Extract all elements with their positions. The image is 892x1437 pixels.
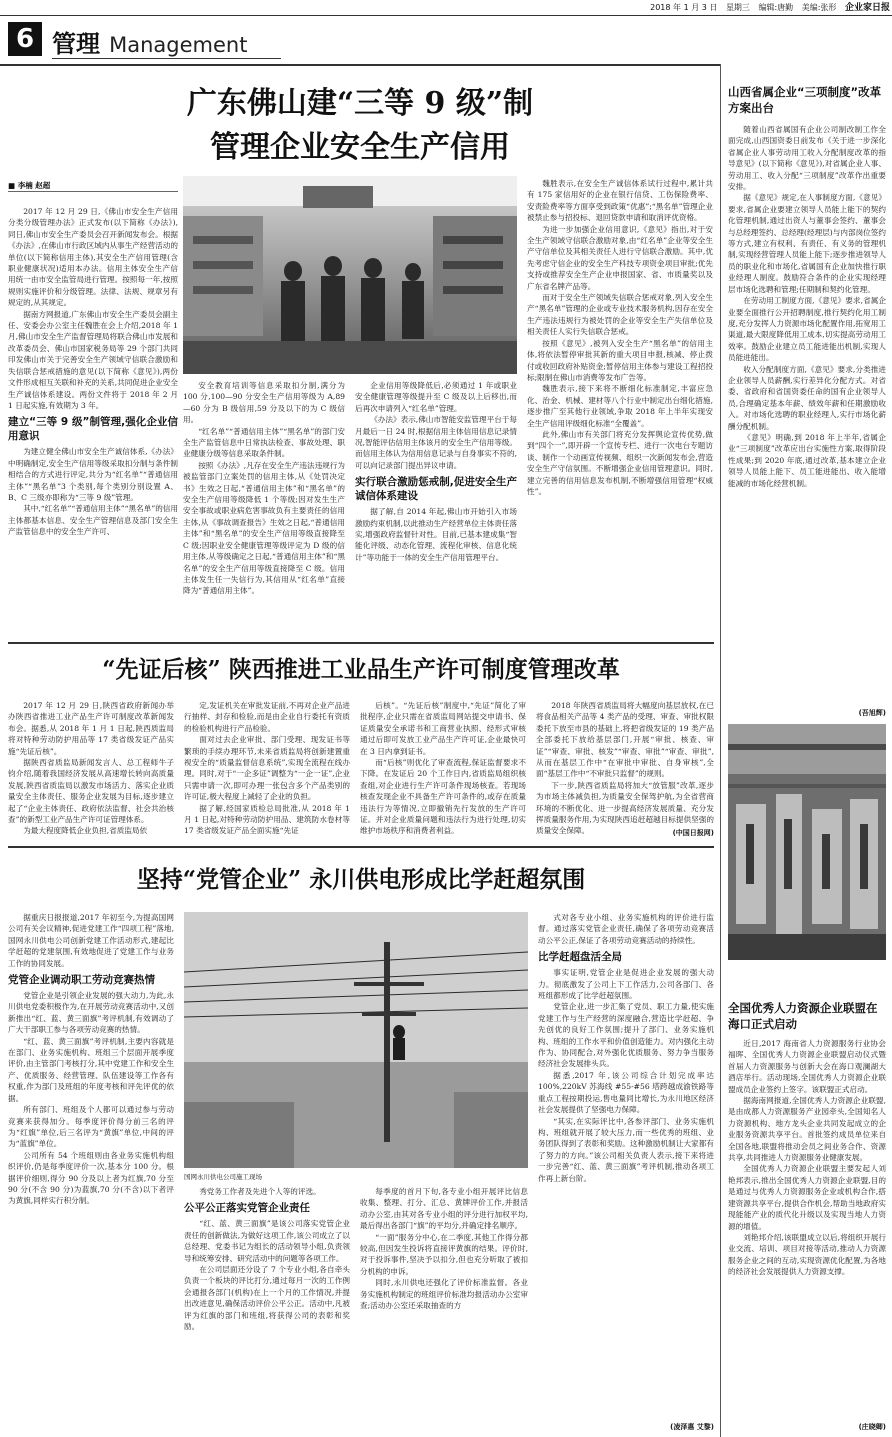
article2-paragraph: 为最大程度降低企业负担,省质监局依	[23, 826, 148, 836]
article1-paragraph: 而对于安全生产领域失信联合惩戒对象,列入安全生产“黑名单”管理的企业或专业技术服务机构,因存在安全生产违法违规行为被处罚的企业等安全生产失信单位及相关责任人实行失信联合惩戒。	[527, 293, 713, 337]
article3-paragraph: 党管企业是引领企业发展的强大动力,为此,永川供电党委积极作为,在开展劳动竞赛活动中,又创新推出“红、蓝、黄三面旗”考评机制,有效调动了广大干部职工参与各项劳动竞赛的热情。	[8, 991, 174, 1035]
article1-paragraph: 为建立健全佛山市安全生产诚信体系,《办法》中明确制定,安全生产信用等级采取扣分制与条件制相结合的方式进行评定,共分为“红名单”“普通信用主体”“黑名单”3 个类别,每个类别分别设置 A、B、C 三级亦即称为“三等 9 级”管理。	[8, 447, 178, 502]
designer-credit: 美编:张形	[801, 3, 837, 12]
article2-paragraph: 面对过去企业审批、部门受理、现发证书等繁琐的手续办理环节,未来省质监局将创新建置重视安全的“质量监督信息系统”,实现全流程在线办理。同时,对于“一企多证”调整为“一企一证”,企业只需申请一次,即可办理一张包含多个产品类别的许可证,极大程度上减轻了企业的负担。	[184, 735, 350, 802]
article1-column-1	[8, 206, 178, 636]
power-line-photo	[184, 912, 528, 1168]
article1-paragraph: 按照《办法》,凡存在安全生产违法违规行为被监管部门立案处罚的信用主体,从《处罚决定书》生效之日起,“普通信用主体”和“黑名单”的安全生产信用等级降低 1 个等级;因对发生生产安全事故或职业病危害事故负有主要责任的信用主体,从《事故调查报告》生效之日起,“普通信用主体”和“黑名单”的安全生产信用等级直接降至 C 级;因职业安全健康管理等级评定为 D 级的信用主体,从等级确定之日起,“普通信用主体”和“黑名单”的安全生产信用等级直接降至 C 级。信用主体发生任一失信行为,其信用从“红名单”直接降为“普通信用主体”。	[183, 460, 345, 596]
article2-paragraph: 2018 年陕西省质监局将大幅度向基层放权,在已将食品相关产品等 4 类产品的受理、审查、审批权限委托下放至市县的基础上,将把省级发证的 19 类产品全部委托下放给基层部门,开展“审批、核查、审证”“审查、审批、核发”“审查、审批”“审查、审批”,从而在基层工作中“在审批中审批、自身审核”,全面“基层工作中“不审批只监督”的规则。	[536, 701, 714, 779]
sidebar1-paragraph: 收入分配制度方面,《意见》要求,分类推进企业领导人员薪酬,实行差异化分配方式。对省委、省政府和省国资委任命的国有企业领导人员,合理确定基本年薪、绩效年薪和任期激励收入。对市场化选聘的职业经理人,实行市场化薪酬分配机制。	[728, 364, 886, 431]
article3-paragraph: 事实证明,党管企业是促进企业发展的强大动力。彻底激发了公司上下工作活力,公司各部门、各班组都形成了比学赶超氛围。	[538, 968, 714, 1001]
article2-credit: (中国日报网)	[672, 829, 714, 837]
sidebar2-headline: 全国优秀人力资源企业联盟在海口正式启动	[728, 1001, 878, 1031]
header-bottom-rule	[0, 64, 720, 66]
page-number: 6	[15, 24, 35, 54]
paper-name: 企业家日报	[844, 3, 890, 13]
article3-subhead-1: 党管企业调动职工劳动竞赛热情	[8, 974, 155, 987]
article1-paragraph: 其中,“红名单”“普通信用主体”“黑名单”的信用主体都基本信息、安全生产管理信息及部门安全生产监管信息中的安全生产许可、	[8, 504, 178, 537]
article3-paragraph: 每季度的首月下旬,各专业小组开展评比信息收集、整理、打分、汇总、黄牌评价工作,并报活动办公室,由其对各专业小组的评分进行加权平均,最后得出各部门“旗”的平均分,并确定排名顺序。	[360, 1187, 528, 1231]
article1-paragraph: 企业信用等级降低后,必须通过 1 年或职业安全健康管理等级提升至 C 级及以上后移出,而后再次申请列入“红名单”管理。	[355, 381, 517, 413]
sidebar1-paragraph: 在劳动用工制度方面,《意见》要求,省属企业要全面推行公开招聘制度,推行契约化用工制度,充分发挥人力资源市场化配置作用,拓宽用工渠道,最大限度降低用工成本,切实提高劳动用工效率。鼓励企业建立员工能进能出机制,实现人员能进能出。	[728, 296, 886, 363]
article3-subhead-3: 比学赶超盘活全局	[538, 951, 622, 964]
sidebar-divider	[720, 64, 721, 1437]
article1-paragraph: 此外,佛山市有关部门将充分发挥舆论宣传优势,做到“四个一”,即开辟一个宣传专栏、进行一次电台专题访谈、制作一个动画宣传视频、组织一次新闻发布会,营造安全生产守信氛围。不断增强企业信用管理意识。同时,建立完善的信用信息发布机制,不断增强信用管理“权威性”。	[527, 429, 713, 496]
article3-paragraph: “红、蓝、黄三面旗”是该公司落实党管企业责任的创新做法,为做好这项工作,该公司成立了以总经理、党委书记为组长的活动领导小组,负责领导和统筹安排、研究活动中的问题等各项工作。	[184, 1219, 350, 1263]
page-number-box	[8, 22, 42, 56]
article3-subhead-2: 公平公正落实党管企业责任	[184, 1202, 310, 1215]
article1-paragraph: 2017 年 12 月 29 日,《佛山市安全生产信用分类分级管理办法》正式发布(以下简称《办法》),同日,佛山市安全生产委员会召开新闻发布会。根据《办法》,在佛山市行政区域内从事生产经营活动的单位(以下简称信用主体),其安全生产信用管理(含职业健康状况)适用本办法。信用主体安全生产信用统一由市安全监管局进行管理。按照每一年,按照规则实施评价和分级管理。法律、法规、规章另有规定的,从其规定。	[8, 207, 178, 308]
article1-column-3	[355, 380, 517, 636]
section-title	[52, 24, 247, 59]
article1-headline-line2: 管理企业安全生产信用	[210, 130, 510, 165]
article1-paragraph: 据南方网报道,广东佛山市安全生产委员会副主任、安委会办公室主任魏胜在会上介绍,2018 年 1 月,佛山市安全生产监督管理局将联合佛山市发展和改革委员会、佛山市国家税务局等 29 个部门共同印发佛山市关于完善安全生产领域守信联合激励和失信联合惩戒措施的意见(以下简称《意见》),两份文件形成相互关联和补充的关系,共同促进企业安全生产诚信体系建设。两份文件将于 2018 年 2 月 1 日起实施,有效期为 3 年。	[8, 309, 178, 410]
article1-subhead-2: 实行联合激励惩戒制,促进安全生产诚信体系建设	[355, 476, 517, 503]
article1-bottom-rule	[8, 642, 714, 644]
article3-paragraph: 秀党务工作者及先进个人等的评选。	[199, 1187, 321, 1196]
article2-bottom-rule	[8, 846, 714, 848]
byline-rule	[8, 191, 178, 192]
article1-paragraph: 安全教育培训等信息采取扣分制,满分为 100 分,100—90 分安全生产信用等级为 A,89—60 分为 B 级信用,59 分及以下的为 C 级信用。	[183, 381, 345, 425]
article1-paragraph: 魏胜表示,接下来将不断细化标准制定,丰富应急化、治金、机械、建材等八个行业中制定出台细化措施,逐步推广至其他行业领域,争取 2018 年上半年实现安全生产信用评级细化标准“全覆盖”。	[527, 384, 713, 428]
article3-headline: 坚持“党管企业” 永川供电形成比学赶超氛围	[136, 866, 586, 893]
section-title-en: Management	[109, 33, 248, 57]
top-header-bar	[560, 2, 890, 14]
sidebar1-credit: (吾旭辉)	[858, 709, 886, 717]
sidebar1-paragraph: 《意见》明确,到 2018 年上半年,省属企业“三项制度”改革应出台实施性方案,取得阶段性成果;到 2020 年底,通过改革,基本建立企业领导人员能上能下、员工能进能出、收入能增能减的市场化经营机制。	[728, 432, 886, 488]
sidebar2-paragraph: 据海南网报道,全国优秀人力资源企业联盟,是由成都人力资源服务产业园牵头,全国知名人力资源机构、地方龙头企业共同发起成立的企业服务资源共享平台。首批签约成员单位来自全国各地,联盟将推动会员之间业务合作、资源共享,共同推进人力资源服务业健康发展。	[728, 1096, 886, 1163]
article3-paragraph: “其实,在实际评比中,各参评部门、业务实施机构、班组就开展了较大压力,而一些优秀的班组、业务团队得到了表彰和奖励。这种激励机制让大家都有了努力的方向。”该公司相关负责人表示,接下来将进一步完善“红、蓝、黄三面旗”考评机制,推动各项工作再上新台阶。	[538, 1116, 714, 1183]
article1-headline	[100, 82, 620, 170]
article3-paragraph: 据悉,2017 年,该公司综合计划完成率达 100%,220kV 苏海线 #55-#56 塔跨越成渝铁路等重点工程按期投运,售电量同比增长,为永川地区经济社会发展提供了坚强电力保障。	[538, 1070, 714, 1115]
article3-column-4	[538, 912, 714, 1420]
section-title-cn: 管理	[52, 30, 100, 58]
factory-photo-graphic	[728, 724, 886, 960]
article3-paragraph: 所有部门、班组及个人都可以通过参与劳动竞赛来获得加分。每季度评价得分前三名的评为“红旗”单位,后三名评为“黄旗”单位,中间的评为“蓝旗”单位。	[8, 1105, 174, 1149]
supermarket-photo-graphic	[183, 176, 517, 374]
article3-paragraph: 在公司层面还分设了 7 个专业小组,各自牵头负责一个板块的评比打分,通过每月一次的工作例会通报各部门(机构)在上一个月的工作情况,并提出改进意见,确保活动评价公平公正。活动中,凡被评为红旗的部门和班组,将获得公司的表彰和奖励。	[184, 1265, 350, 1332]
article3-column-1	[8, 912, 174, 1432]
article1-paragraph: 据了解,自 2014 年起,佛山市开始引入市场激励约束机制,以此推动生产经营单位主体责任落实,增强政府监督针对性。目前,已基本建成集“智能化评级、动态化管理、流程化审核、信息化统计”等功能于一体的安全生产信用管理平台。	[355, 507, 517, 562]
article3-paragraph: 同时,永川供电还强化了评价标准监督。各业务实施机构制定的班组评价标准均报活动办公室审查;活动办公室还采取抽查的方	[360, 1278, 528, 1311]
article1-column-4	[527, 178, 713, 636]
power-line-photo-graphic	[184, 912, 528, 1168]
article1-paragraph: 魏胜表示,在安全生产诚信体系试行过程中,累计共有 175 家信用好的企业在银行信贷、工伤保险费率、安责险费率等方面享受到政策“优惠”;“黑名单”管理企业被禁止参与招投标、退回贷款申请和取消评优资格。	[527, 179, 713, 223]
editor-credit: 编辑:唐勤	[758, 3, 794, 12]
sidebar2-paragraph: 刘艳邦介绍,该联盟成立以后,将组织开展行业交流、培训、项目对接等活动,推动人力资源服务企业之间的互动,实现资源优化配置,为各地的经济社会发展提供人力资源支撑。	[728, 1232, 886, 1277]
sidebar1-body	[728, 124, 886, 706]
article2-paragraph: 据了解,经国家质检总局批准,从 2018 年 1 月 1 日起,对特种劳动防护用品、建筑防水卷材等 17 类省级发证产品全面实施“先证	[184, 803, 350, 836]
article3-credit: (凌泽惠 艾黎)	[670, 1423, 714, 1431]
article1-headline-line1: 广东佛山建“三等 9 级”制	[186, 86, 534, 121]
article3-paragraph: 式对各专业小组、业务实施机构的评价进行监督。通过落实党管企业责任,确保了各项劳动竞赛活动公平公正,保证了各项劳动竞赛活动的持续性。	[538, 913, 714, 945]
header-top-rule	[0, 15, 892, 16]
article2-column-3	[360, 700, 526, 840]
article1-paragraph: 按照《意见》,被列入安全生产“黑名单”的信用主体,将依法暂停审批其新的重大项目申报,核减、停止拨付或收回政府补贴资金;暂停信用主体参与建设工程招投标;限制在佛山市消费等发布广告等。	[527, 338, 713, 382]
article3-paragraph: “一面”服务分中心,在二季度,其他工作得分都较高,但因发生投诉将直接评黄旗的结果。评价时,对于投诉事件,坚决予以扣分,但也充分听取了被扣分机构的申诉。	[360, 1232, 528, 1276]
article1-column-2	[183, 380, 345, 636]
article1-paragraph: 《办法》表示,佛山市智能安监管理平台于每月最后一日 24 时,根据信用主体信用信息记录情况,智能评估信用主体该月的安全生产信用等级。而信用主体认为信用信息记录与自身事实不符的,可以向记录部门提出异议申请。	[355, 415, 517, 470]
supermarket-photo	[183, 176, 517, 374]
article1-paragraph: “红名单”“普通信用主体”“黑名单”的部门安全生产监管信息中日常执法检查、事故处理、职业健康分级等信息采取条件制。	[183, 426, 345, 459]
section-underline	[52, 58, 281, 59]
factory-photo	[728, 724, 886, 960]
article2-paragraph: 据陕西省质监局新闻发言人、总工程师牛子钧介绍,随着我国经济发展从高速增长转向高质量发展,陕西省质监局以激发市场活力、落实企业质量安全主体责任、服务企业发展为目标,逐步建立起了“企业主体责任、政府依法监督、社会共治核查”的新型工业产品生产许可证管理体系。	[8, 758, 174, 825]
article1-byline: ■ 李楠 赵超	[8, 181, 51, 190]
sidebar1-paragraph: 随着山西省属国有企业公司制改制工作全面完成,山西国资委日前发布《关于进一步深化省属企业人事劳动用工收入分配制度改革的指导意见》(以下简称《意见》),对省属企业人事、劳动用工、收入分配“三项制度”改革作出重要安排。	[728, 125, 886, 192]
article1-paragraph: 为进一步加强企业信用意识,《意见》指出,对于安全生产领域守信联合激励对象,由“红名单”企业等安全生产守信单位及其相关责任人进行守信联合激励。其中,优先考虑守信企业的安全生产科技专项资金项目审批;优先支持或推荐安全生产企业申报国家、省、市质量奖以及广东省名牌产品等。	[527, 224, 713, 291]
sidebar2-paragraph: 全国优秀人力资源企业联盟主要发起人刘艳邦表示,推出全国优秀人力资源企业联盟,目的是通过与优秀人力资源服务企业或机构合作,搭建资源共享平台,提供合作机会,帮助当地政府实现能能产业的质代化升级以及实现当地人力资源的增值。	[728, 1164, 886, 1231]
article3-column-3	[360, 1186, 528, 1432]
sidebar1-paragraph: 据《意见》规定,在人事制度方面,《意见》要求,省属企业要建立领导人员能上能下的契约化管理机制,通过出资人与董事会签约、董事会与总经理签约、总经理(经理层)与内部岗位签约等方式,建立有权利、有责任、有义务的管理机制,实现经营管理人员能上能下;逐步推进领导人员的职业化和市场化,省属国有企业加快推行职业经理人制度。鼓励符合条件的企业实现经理层市场化选聘和管理;任期制和契约化管理。	[728, 193, 886, 294]
issue-date: 2018 年 1 月 3 日	[650, 3, 718, 12]
sidebar2-paragraph: 近日,2017 海南省人力资源服务行业协会福晖、全国优秀人力资源企业联盟启动仪式暨首届人力资源服务与创新大会在海口观澜湖大酒店举行。活动现场,全国优秀人力资源企业联盟成员企业签约上签字。该联盟正式启动。	[728, 1039, 886, 1094]
issue-weekday: 星期三	[725, 3, 750, 12]
article3-paragraph: “红、蓝、黄三面旗”考评机制,主要内容就是在部门、业务实施机构、班组三个层面开展季度评价,由主管部门考核打分,其中党建工作和安全生产、优质服务、经营管理、队伍建设等工作各有权重,作为部门及班组的年度考核和评先评优的依据。	[8, 1036, 174, 1103]
sidebar1-headline: 山西省属企业“三项制度”改革方案出台	[728, 85, 882, 115]
article2-paragraph: 2017 年 12 月 29 日,陕西省政府新闻办举办陕西省推进工业产品生产许可制度改革新闻发布会。据悉,从 2018 年 1 月 1 日起,陕西质监局将对特种劳动防护用品等 17 类省级发证产品实施“先证后核”。	[8, 701, 174, 756]
article2-paragraph: 后核”。“先证后核”制度中,“先证”简化了审批程序,企业只需在省质监局网站提交申请书、保证质量安全承诺书和工商营业执照、经形式审核通过后即可发放工业产品生产许可证,企业最快可在 3 日内拿到证书。	[360, 701, 526, 756]
power-line-photo-caption: 国网永川供电公司施工现场	[184, 1173, 262, 1181]
article3-column-2	[184, 1186, 350, 1432]
article2-paragraph: 定,发证机关在审批发证前,不再对企业产品进行抽样、封存和检验,而是由企业自行委托有资质的检验机构进行产品检验。	[184, 701, 350, 733]
article2-column-2	[184, 700, 350, 840]
article3-paragraph: 公司所有 54 个班组则由各业务实施机构组织评价,仍是每季度评价一次,基本分 100 分。根据评价细则,得分 90 分及以上者为红旗,70 分至 90 分(不含 90 分)为蓝旗,70 分(不含)以下者评为黄旗,同样实行积分制。	[8, 1150, 174, 1206]
article2-paragraph: 下一步,陕西省质监局将加大“放管服”改革,逐步为市场主体减负担,为质量安全保驾护航,为全省营商环境的不断优化、进一步提高经济发展质量、充分发挥质量服务作用,为实现陕西追赶超越目标提供坚强的质量安全保障。	[536, 780, 714, 836]
article2-paragraph: 而“后核”则优化了审查流程,保证监督要求不下降。在发证后 20 个工作日内,省质监局组织核查组,对企业进行生产许可条件现场核查。若现场核查发现企业不具备生产许可条件的,或存在质量违法行为等情况,立即撤销先行发放的生产许可证。并对企业质量问题和违法行为进行处理,切实维护市场秩序和消费者利益。	[360, 758, 526, 836]
article3-paragraph: 据重庆日报报道,2017 年初至今,为提高国网公司有关会议精神,促进党建工作“四项工程”落地,国网永川供电公司创新党建工作活动形式,建起比学赶超的党建氛围,有效地促进了党建工作与业务工作的协同发展。	[8, 913, 174, 968]
sidebar2-credit: (庄晓卿)	[858, 1423, 886, 1431]
article1-subhead-1: 建立“三等 9 级”制管理,强化企业信用意识	[8, 416, 178, 443]
article3-paragraph: 党管企业,进一步汇集了党员、职工力量,使实施党建工作与生产经营的深度融合,营造比学赶超、争先创优的良好工作氛围;提升了部门、业务实施机构、班组的工作水平和价值创造能力。对内强化主动作为、协同配合,对外强化优质服务、努力争当服务经济社会发展排头兵。	[538, 1002, 714, 1069]
article2-headline: “先证后核” 陕西推进工业品生产许可制度管理改革	[102, 656, 620, 683]
article2-column-1	[8, 700, 174, 840]
sidebar2-body	[728, 1038, 886, 1418]
